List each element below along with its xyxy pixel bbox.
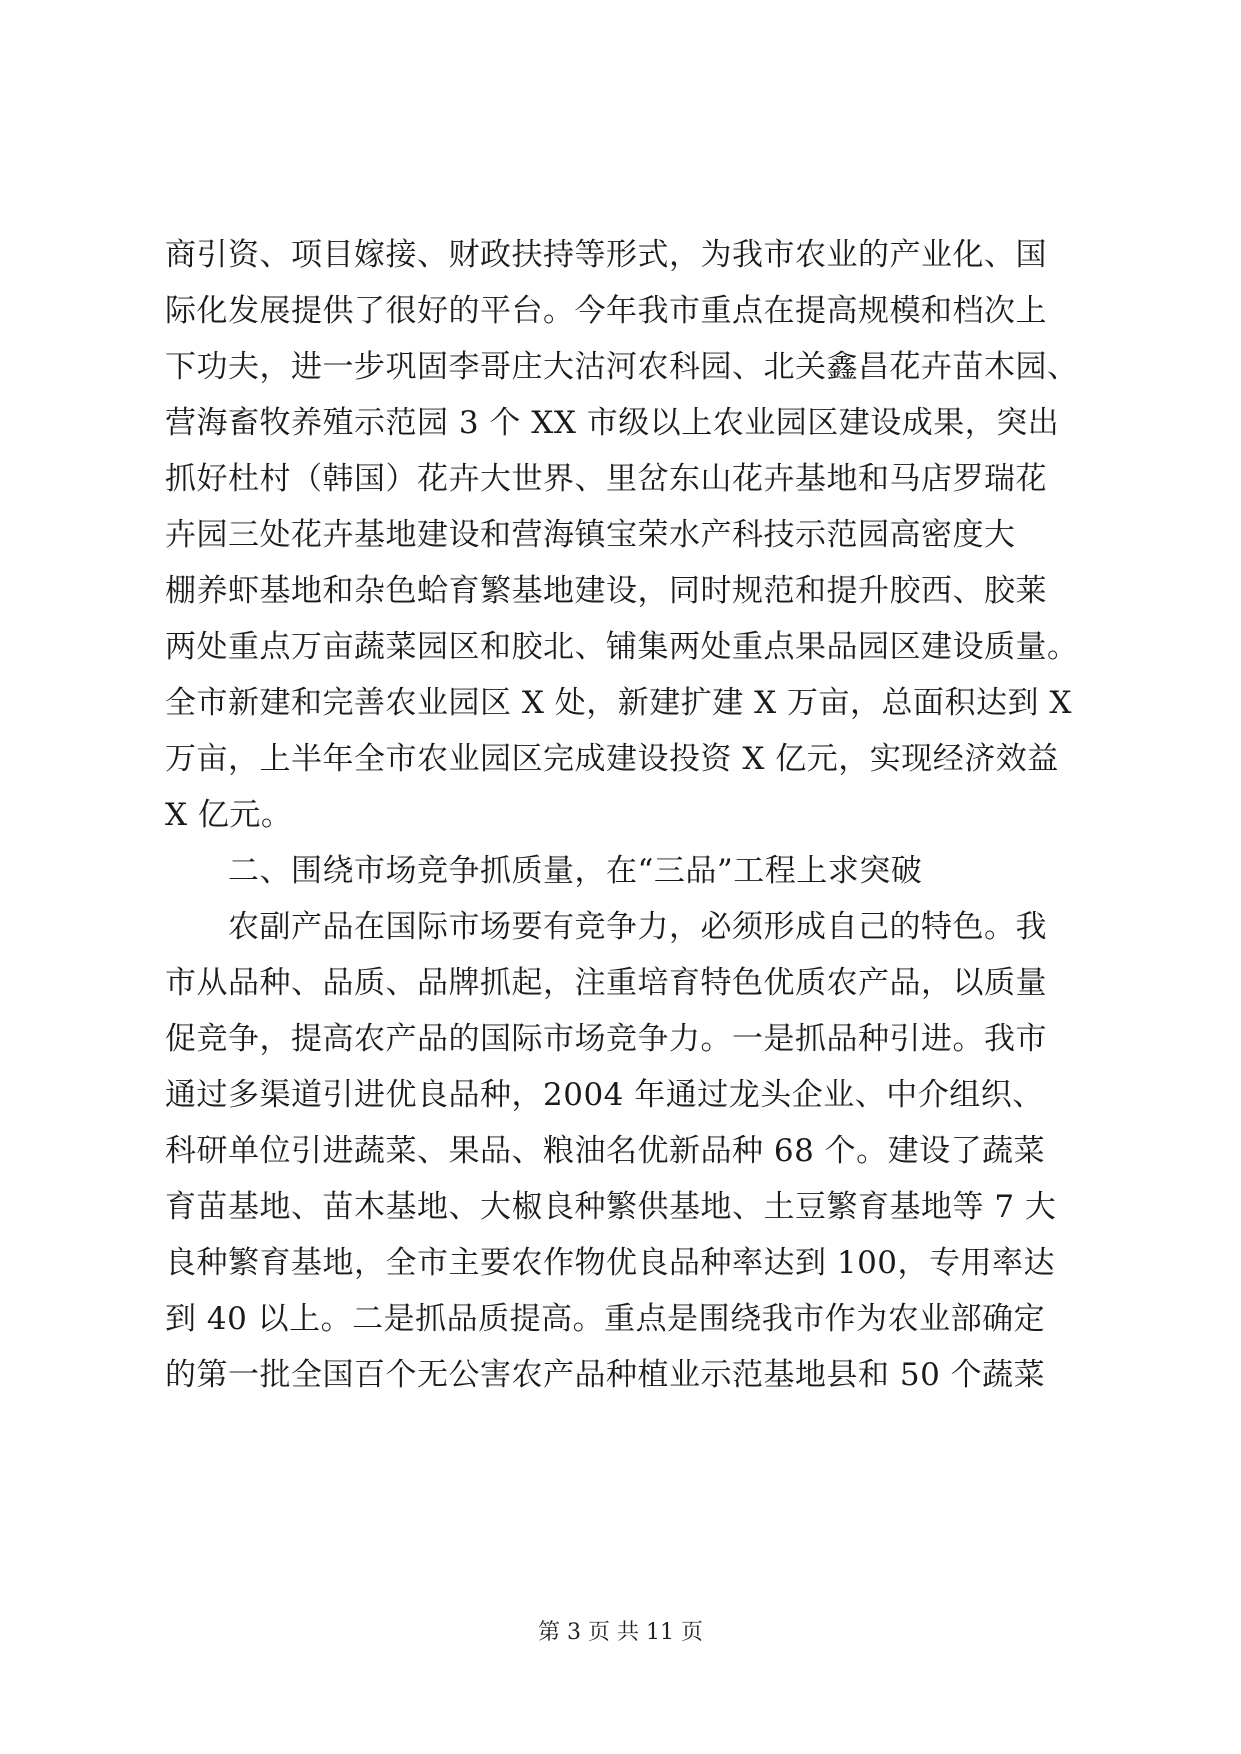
text-line: 市从品种、品质、品牌抓起，注重培育特色优质农产品，以质量 bbox=[165, 965, 1047, 1001]
page-number-footer: 第 3 页 共 11 页 bbox=[538, 1620, 703, 1645]
text-line: 全市新建和完善农业园区 X 处，新建扩建 X 万亩，总面积达到 X bbox=[165, 685, 1072, 721]
text-line: 通过多渠道引进优良品种，2004 年通过龙头企业、中介组织、 bbox=[165, 1077, 1044, 1113]
text-line: 下功夫，进一步巩固李哥庄大沽河农科园、北关鑫昌花卉苗木园、 bbox=[165, 349, 1079, 385]
text-line: 农副产品在国际市场要有竞争力，必须形成自己的特色。我 bbox=[165, 909, 1047, 945]
text-line: X 亿元。 bbox=[165, 797, 293, 833]
text-line: 到 40 以上。二是抓品质提高。重点是围绕我市作为农业部确定 bbox=[165, 1301, 1046, 1337]
text-line: 棚养虾基地和杂色蛤育繁基地建设，同时规范和提升胶西、胶莱 bbox=[165, 573, 1047, 609]
text-line: 营海畜牧养殖示范园 3 个 XX 市级以上农业园区建设成果，突出 bbox=[165, 405, 1060, 441]
text-line: 卉园三处花卉基地建设和营海镇宝荣水产科技示范园高密度大 bbox=[165, 517, 1016, 553]
text-line: 际化发展提供了很好的平台。今年我市重点在提高规模和档次上 bbox=[165, 293, 1047, 329]
text-line: 抓好杜村（韩国）花卉大世界、里岔东山花卉基地和马店罗瑞花 bbox=[165, 461, 1047, 497]
text-line: 育苗基地、苗木基地、大椒良种繁供基地、土豆繁育基地等 7 大 bbox=[165, 1189, 1057, 1225]
text-line: 良种繁育基地，全市主要农作物优良品种率达到 100，专用率达 bbox=[165, 1245, 1056, 1281]
text-line: 促竞争，提高农产品的国际市场竞争力。一是抓品种引进。我市 bbox=[165, 1021, 1047, 1057]
text-line: 商引资、项目嫁接、财政扶持等形式，为我市农业的产业化、国 bbox=[165, 237, 1047, 273]
text-line: 万亩，上半年全市农业园区完成建设投资 X 亿元，实现经济效益 bbox=[165, 741, 1059, 777]
text-line: 的第一批全国百个无公害农产品种植业示范基地县和 50 个蔬菜 bbox=[165, 1357, 1046, 1393]
section-heading: 二、围绕市场竞争抓质量，在“三品”工程上求突破 bbox=[165, 853, 923, 889]
text-line: 两处重点万亩蔬菜园区和胶北、铺集两处重点果品园区建设质量。 bbox=[165, 629, 1079, 665]
text-line: 科研单位引进蔬菜、果品、粮油名优新品种 68 个。建设了蔬菜 bbox=[165, 1133, 1046, 1169]
